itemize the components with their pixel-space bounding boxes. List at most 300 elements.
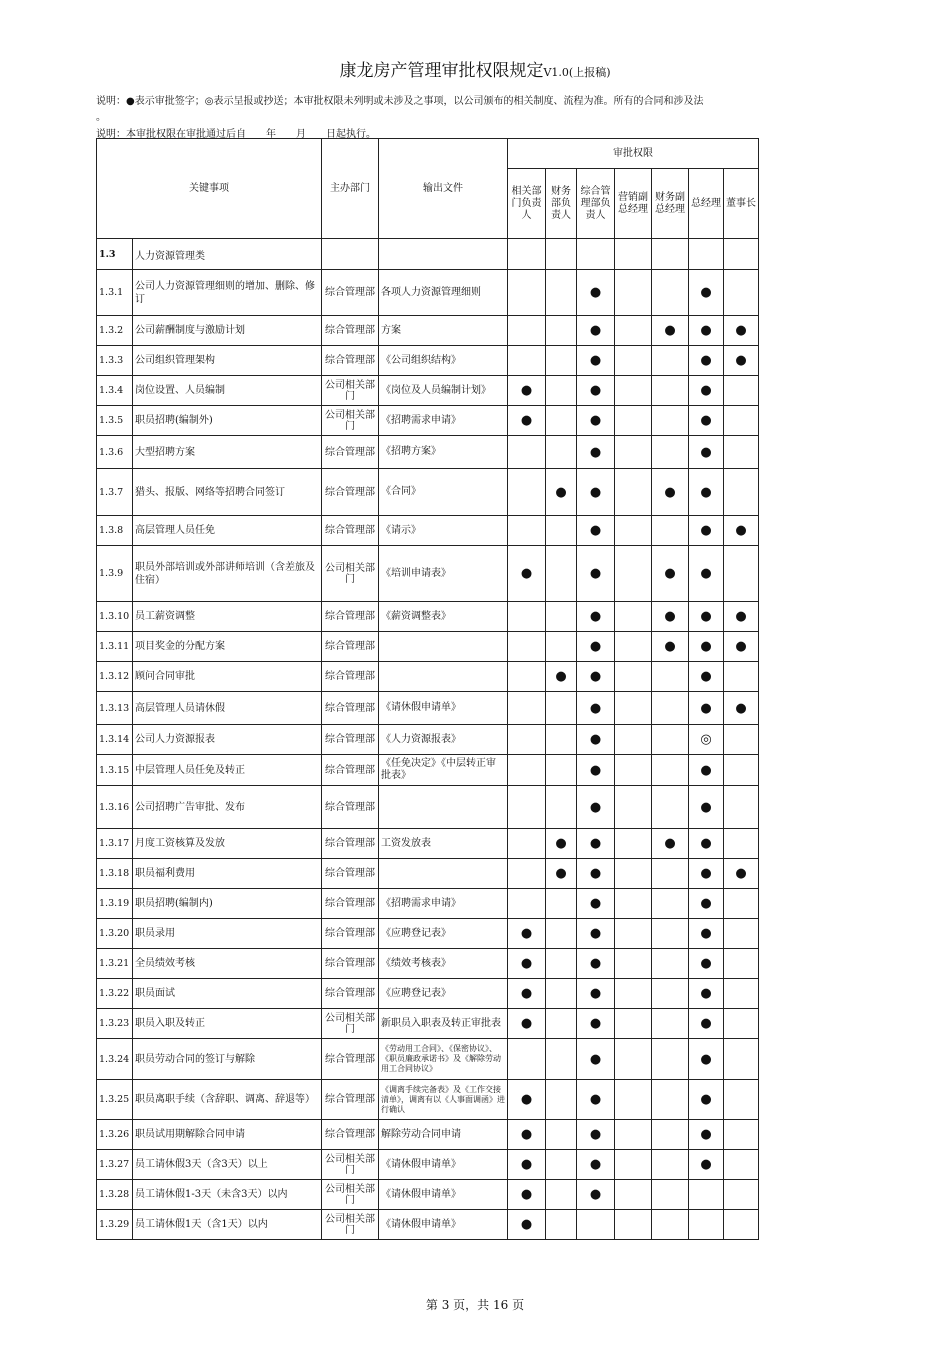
row-item: 中层管理人员任免及转正 xyxy=(133,755,322,786)
row-item: 大型招聘方案 xyxy=(133,436,322,469)
row-number: 1.3.21 xyxy=(97,949,133,979)
row-item: 职员招聘(编制外) xyxy=(133,406,322,436)
row-number: 1.3.28 xyxy=(97,1180,133,1210)
row-number: 1.3.2 xyxy=(97,316,133,346)
row-output: 新职员入职表及转正审批表 xyxy=(379,1009,508,1039)
row-item: 全员绩效考核 xyxy=(133,949,322,979)
table-row xyxy=(97,919,759,949)
row-item: 高层管理人员任免 xyxy=(133,516,322,546)
approval-mark: ● xyxy=(508,546,546,602)
approval-mark xyxy=(508,1039,546,1080)
row-dept: 公司相关部门 xyxy=(322,376,379,406)
approval-mark xyxy=(615,546,652,602)
approval-mark: ● xyxy=(577,1150,615,1180)
approval-mark: ● xyxy=(508,1009,546,1039)
approval-mark xyxy=(508,316,546,346)
approval-mark xyxy=(508,632,546,662)
row-number: 1.3.15 xyxy=(97,755,133,786)
approval-mark: ● xyxy=(689,436,724,469)
row-dept: 综合管理部 xyxy=(322,469,379,516)
row-dept: 综合管理部 xyxy=(322,346,379,376)
row-dept: 综合管理部 xyxy=(322,725,379,755)
approval-mark: ● xyxy=(577,786,615,829)
row-number: 1.3.12 xyxy=(97,662,133,692)
row-number: 1.3.17 xyxy=(97,829,133,859)
approval-mark xyxy=(689,1210,724,1240)
table-row xyxy=(97,469,759,516)
row-output: 《请休假申请单》 xyxy=(379,1210,508,1240)
approval-mark xyxy=(724,469,759,516)
header-approval: 审批权限 xyxy=(508,139,759,169)
approval-mark: ● xyxy=(577,919,615,949)
approval-mark xyxy=(546,632,577,662)
approval-mark xyxy=(546,919,577,949)
row-number: 1.3.24 xyxy=(97,1039,133,1080)
approval-mark xyxy=(615,406,652,436)
approval-mark: ● xyxy=(652,602,689,632)
approval-table xyxy=(96,138,759,1240)
row-number: 1.3.13 xyxy=(97,692,133,725)
approval-mark: ● xyxy=(508,1150,546,1180)
table-row xyxy=(97,949,759,979)
row-output xyxy=(379,662,508,692)
approval-mark xyxy=(652,1150,689,1180)
approval-mark: ● xyxy=(577,829,615,859)
approval-mark: ● xyxy=(577,662,615,692)
approval-mark xyxy=(652,662,689,692)
approval-mark xyxy=(615,725,652,755)
approval-mark xyxy=(724,270,759,316)
approval-mark xyxy=(615,1150,652,1180)
row-output: 《调离手续完备表》及《工作交接清单》，调离有以《人事面调函》进行确认 xyxy=(379,1080,508,1120)
table-row xyxy=(97,1150,759,1180)
approval-mark xyxy=(615,632,652,662)
approval-mark xyxy=(652,346,689,376)
approval-mark xyxy=(724,1039,759,1080)
approval-mark xyxy=(615,1080,652,1120)
approval-mark xyxy=(508,469,546,516)
approval-mark: ● xyxy=(577,516,615,546)
approval-mark xyxy=(652,1009,689,1039)
approval-mark xyxy=(652,889,689,919)
row-dept: 综合管理部 xyxy=(322,632,379,662)
approval-mark: ● xyxy=(577,889,615,919)
approval-mark: ● xyxy=(577,270,615,316)
row-number: 1.3.16 xyxy=(97,786,133,829)
row-output: 《合同》 xyxy=(379,469,508,516)
header-output: 输出文件 xyxy=(379,139,508,239)
approval-mark xyxy=(508,786,546,829)
row-item: 员工薪资调整 xyxy=(133,602,322,632)
table-row xyxy=(97,516,759,546)
approval-mark: ● xyxy=(577,1039,615,1080)
table-row xyxy=(97,632,759,662)
approval-mark xyxy=(546,436,577,469)
approval-mark xyxy=(724,406,759,436)
row-dept: 公司相关部门 xyxy=(322,1180,379,1210)
approval-mark xyxy=(546,979,577,1009)
approval-mark xyxy=(652,1210,689,1240)
approval-mark: ● xyxy=(689,1009,724,1039)
approval-mark: ● xyxy=(689,1039,724,1080)
approval-mark xyxy=(724,755,759,786)
note-legend: 说明：●表示审批签字；◎表示呈报或抄送；本审批权限未列明或未涉及之事项，以公司颁布的相关制度、流程为准。所有的合同和涉及法 xyxy=(96,96,704,107)
approval-mark: ● xyxy=(689,270,724,316)
row-dept: 综合管理部 xyxy=(322,889,379,919)
row-number: 1.3.27 xyxy=(97,1150,133,1180)
row-output: 方案 xyxy=(379,316,508,346)
row-output: 《应聘登记表》 xyxy=(379,919,508,949)
row-dept: 综合管理部 xyxy=(322,829,379,859)
row-dept: 综合管理部 xyxy=(322,316,379,346)
approval-mark xyxy=(546,1080,577,1120)
approval-mark xyxy=(724,1210,759,1240)
table-row xyxy=(97,1039,759,1080)
table-row xyxy=(97,692,759,725)
approval-mark xyxy=(546,376,577,406)
approval-mark xyxy=(546,270,577,316)
approval-mark: ● xyxy=(689,376,724,406)
row-number: 1.3.14 xyxy=(97,725,133,755)
row-item: 职员面试 xyxy=(133,979,322,1009)
header-role: 财务副总经理 xyxy=(652,169,689,239)
row-output xyxy=(379,786,508,829)
row-item: 员工请休假3天（含3天）以上 xyxy=(133,1150,322,1180)
row-output: 各项人力资源管理细则 xyxy=(379,270,508,316)
note-legend-continued: 。 xyxy=(96,112,106,123)
approval-mark xyxy=(724,979,759,1009)
note-effective-date: 说明：本审批权限在审批通过后自 年 月 日起执行。 xyxy=(96,129,376,140)
approval-mark: ● xyxy=(689,546,724,602)
row-number: 1.3.19 xyxy=(97,889,133,919)
header-role: 总经理 xyxy=(689,169,724,239)
approval-mark: ● xyxy=(724,632,759,662)
row-output: 《应聘登记表》 xyxy=(379,979,508,1009)
table-row xyxy=(97,376,759,406)
approval-mark: ● xyxy=(577,1120,615,1150)
approval-mark xyxy=(615,1009,652,1039)
row-dept: 综合管理部 xyxy=(322,919,379,949)
approval-mark: ● xyxy=(508,1210,546,1240)
approval-mark: ● xyxy=(689,979,724,1009)
row-output: 《岗位及人员编制计划》 xyxy=(379,376,508,406)
approval-mark xyxy=(652,692,689,725)
approval-mark: ● xyxy=(689,346,724,376)
approval-mark xyxy=(546,786,577,829)
approval-mark xyxy=(546,346,577,376)
approval-mark xyxy=(724,1080,759,1120)
row-output xyxy=(379,859,508,889)
row-item: 职员录用 xyxy=(133,919,322,949)
row-dept: 综合管理部 xyxy=(322,979,379,1009)
approval-mark: ● xyxy=(577,979,615,1009)
table-row xyxy=(97,1009,759,1039)
row-output xyxy=(379,632,508,662)
approval-mark xyxy=(615,919,652,949)
row-item: 职员外部培训或外部讲师培训（含差旅及住宿） xyxy=(133,546,322,602)
approval-mark: ● xyxy=(577,692,615,725)
approval-mark: ● xyxy=(689,755,724,786)
approval-mark xyxy=(615,270,652,316)
row-item: 职员入职及转正 xyxy=(133,1009,322,1039)
row-number: 1.3.18 xyxy=(97,859,133,889)
approval-mark: ● xyxy=(508,1080,546,1120)
approval-mark xyxy=(508,346,546,376)
approval-mark xyxy=(652,1080,689,1120)
approval-mark: ● xyxy=(508,376,546,406)
approval-mark xyxy=(546,406,577,436)
approval-mark xyxy=(724,436,759,469)
approval-mark: ● xyxy=(546,662,577,692)
row-dept: 综合管理部 xyxy=(322,692,379,725)
approval-mark xyxy=(508,270,546,316)
approval-mark: ● xyxy=(577,376,615,406)
table-row xyxy=(97,406,759,436)
table-row xyxy=(97,1120,759,1150)
version-text: V1.0(上报稿) xyxy=(543,66,611,79)
row-dept: 综合管理部 xyxy=(322,786,379,829)
approval-mark: ● xyxy=(724,602,759,632)
approval-mark xyxy=(724,889,759,919)
table-row xyxy=(97,1210,759,1240)
approval-mark xyxy=(724,786,759,829)
row-item: 职员劳动合同的签订与解除 xyxy=(133,1039,322,1080)
approval-mark xyxy=(615,829,652,859)
row-item: 月度工资核算及发放 xyxy=(133,829,322,859)
approval-mark: ● xyxy=(689,602,724,632)
approval-mark xyxy=(546,1150,577,1180)
approval-mark xyxy=(724,829,759,859)
approval-mark: ● xyxy=(724,346,759,376)
row-number: 1.3.9 xyxy=(97,546,133,602)
approval-mark xyxy=(615,1180,652,1210)
approval-mark xyxy=(577,1210,615,1240)
row-dept: 综合管理部 xyxy=(322,602,379,632)
row-dept: 综合管理部 xyxy=(322,270,379,316)
row-output: 《请休假申请单》 xyxy=(379,1180,508,1210)
approval-mark xyxy=(724,919,759,949)
approval-mark: ● xyxy=(577,316,615,346)
table-row xyxy=(97,786,759,829)
approval-mark: ● xyxy=(689,516,724,546)
approval-mark: ● xyxy=(652,316,689,346)
row-dept: 公司相关部门 xyxy=(322,1150,379,1180)
row-dept: 综合管理部 xyxy=(322,436,379,469)
row-item: 公司招聘广告审批、发布 xyxy=(133,786,322,829)
approval-mark xyxy=(615,469,652,516)
approval-mark: ● xyxy=(689,889,724,919)
row-item: 猎头、报版、网络等招聘合同签订 xyxy=(133,469,322,516)
row-dept: 综合管理部 xyxy=(322,662,379,692)
row-dept: 综合管理部 xyxy=(322,1080,379,1120)
approval-mark xyxy=(724,1009,759,1039)
approval-mark xyxy=(508,725,546,755)
approval-mark: ● xyxy=(724,692,759,725)
approval-mark xyxy=(546,1039,577,1080)
approval-mark: ● xyxy=(577,755,615,786)
approval-mark: ● xyxy=(689,1150,724,1180)
row-item: 公司组织管理架构 xyxy=(133,346,322,376)
page-footer: 第 3 页，共 16 页 xyxy=(425,1298,525,1312)
approval-mark: ● xyxy=(577,346,615,376)
approval-mark: ● xyxy=(577,469,615,516)
approval-mark xyxy=(546,602,577,632)
table-row xyxy=(97,546,759,602)
approval-mark xyxy=(615,692,652,725)
approval-mark xyxy=(724,949,759,979)
row-item: 员工请休假1天（含1天）以内 xyxy=(133,1210,322,1240)
approval-mark xyxy=(546,316,577,346)
row-item: 公司薪酬制度与激励计划 xyxy=(133,316,322,346)
row-output: 《薪资调整表》 xyxy=(379,602,508,632)
approval-mark xyxy=(724,725,759,755)
row-number: 1.3.7 xyxy=(97,469,133,516)
row-item: 员工请休假1-3天（未含3天）以内 xyxy=(133,1180,322,1210)
approval-mark xyxy=(615,755,652,786)
row-output: 《公司组织结构》 xyxy=(379,346,508,376)
row-dept: 综合管理部 xyxy=(322,1120,379,1150)
approval-mark: ● xyxy=(689,829,724,859)
approval-mark xyxy=(652,725,689,755)
approval-mark xyxy=(652,1180,689,1210)
row-dept: 公司相关部门 xyxy=(322,546,379,602)
approval-mark: ● xyxy=(652,469,689,516)
section-name: 人力资源管理类 xyxy=(133,239,322,270)
approval-mark xyxy=(652,755,689,786)
approval-mark xyxy=(615,602,652,632)
row-number: 1.3.3 xyxy=(97,346,133,376)
approval-mark: ● xyxy=(689,949,724,979)
table-row xyxy=(97,755,759,786)
approval-mark: ● xyxy=(546,469,577,516)
approval-mark xyxy=(546,1120,577,1150)
row-number: 1.3.5 xyxy=(97,406,133,436)
row-item: 职员离职手续（含辞职、调离、辞退等） xyxy=(133,1080,322,1120)
approval-mark: ● xyxy=(689,859,724,889)
approval-mark: ● xyxy=(577,602,615,632)
table-row xyxy=(97,979,759,1009)
row-output: 《请休假申请单》 xyxy=(379,692,508,725)
row-number: 1.3.20 xyxy=(97,919,133,949)
approval-mark xyxy=(652,376,689,406)
approval-mark: ● xyxy=(577,632,615,662)
approval-mark xyxy=(615,1039,652,1080)
row-number: 1.3.1 xyxy=(97,270,133,316)
row-number: 1.3.26 xyxy=(97,1120,133,1150)
table-row xyxy=(97,1180,759,1210)
header-role: 董事长 xyxy=(724,169,759,239)
approval-mark xyxy=(508,692,546,725)
row-item: 职员招聘(编制内) xyxy=(133,889,322,919)
header-dept: 主办部门 xyxy=(322,139,379,239)
row-output: 《招聘需求申请》 xyxy=(379,889,508,919)
row-dept: 综合管理部 xyxy=(322,859,379,889)
approval-mark: ● xyxy=(577,859,615,889)
approval-mark xyxy=(724,1180,759,1210)
approval-mark: ● xyxy=(577,949,615,979)
approval-mark xyxy=(508,516,546,546)
approval-mark xyxy=(615,516,652,546)
table-row xyxy=(97,436,759,469)
approval-mark: ● xyxy=(689,919,724,949)
approval-mark: ● xyxy=(508,1120,546,1150)
approval-mark xyxy=(508,662,546,692)
table-row xyxy=(97,602,759,632)
row-number: 1.3.29 xyxy=(97,1210,133,1240)
approval-mark xyxy=(724,546,759,602)
header-role: 营销副总经理 xyxy=(615,169,652,239)
header-role: 财务部负责人 xyxy=(546,169,577,239)
approval-mark: ● xyxy=(577,546,615,602)
approval-mark: ● xyxy=(724,516,759,546)
approval-mark xyxy=(652,516,689,546)
section-number: 1.3 xyxy=(97,239,133,270)
document-title xyxy=(0,56,950,81)
table-row xyxy=(97,859,759,889)
approval-mark xyxy=(615,889,652,919)
table-row xyxy=(97,662,759,692)
approval-mark xyxy=(652,270,689,316)
approval-mark xyxy=(615,979,652,1009)
row-dept: 公司相关部门 xyxy=(322,1210,379,1240)
approval-mark: ● xyxy=(689,786,724,829)
row-output: 解除劳动合同申请 xyxy=(379,1120,508,1150)
approval-mark xyxy=(615,949,652,979)
approval-mark xyxy=(615,662,652,692)
approval-mark xyxy=(724,376,759,406)
approval-mark xyxy=(508,602,546,632)
approval-mark: ● xyxy=(652,546,689,602)
approval-mark xyxy=(724,662,759,692)
approval-mark: ● xyxy=(546,829,577,859)
row-number: 1.3.6 xyxy=(97,436,133,469)
approval-mark xyxy=(652,406,689,436)
approval-mark xyxy=(546,516,577,546)
approval-mark xyxy=(546,949,577,979)
row-dept: 综合管理部 xyxy=(322,1039,379,1080)
row-dept: 综合管理部 xyxy=(322,755,379,786)
approval-mark xyxy=(652,919,689,949)
row-output: 《培训申请表》 xyxy=(379,546,508,602)
approval-mark: ● xyxy=(724,316,759,346)
approval-mark: ● xyxy=(689,469,724,516)
approval-mark: ● xyxy=(689,1080,724,1120)
approval-mark xyxy=(546,889,577,919)
header-role: 相关部门负责人 xyxy=(508,169,546,239)
row-output: 《请休假申请单》 xyxy=(379,1150,508,1180)
approval-mark xyxy=(652,1120,689,1150)
approval-mark: ● xyxy=(652,829,689,859)
table-row xyxy=(97,829,759,859)
row-item: 职员福利费用 xyxy=(133,859,322,889)
table-row xyxy=(97,725,759,755)
approval-mark xyxy=(652,979,689,1009)
title-text: 康龙房产管理审批权限规定 xyxy=(339,61,544,81)
approval-mark: ● xyxy=(577,725,615,755)
approval-mark: ● xyxy=(689,692,724,725)
approval-mark: ● xyxy=(508,1180,546,1210)
row-output: 《招聘方案》 xyxy=(379,436,508,469)
row-output: 《招聘需求申请》 xyxy=(379,406,508,436)
table-row xyxy=(97,889,759,919)
approval-mark xyxy=(508,889,546,919)
approval-mark xyxy=(652,436,689,469)
approval-mark: ● xyxy=(689,406,724,436)
approval-mark xyxy=(508,755,546,786)
approval-mark xyxy=(615,316,652,346)
approval-mark xyxy=(546,1210,577,1240)
approval-mark: ● xyxy=(508,949,546,979)
